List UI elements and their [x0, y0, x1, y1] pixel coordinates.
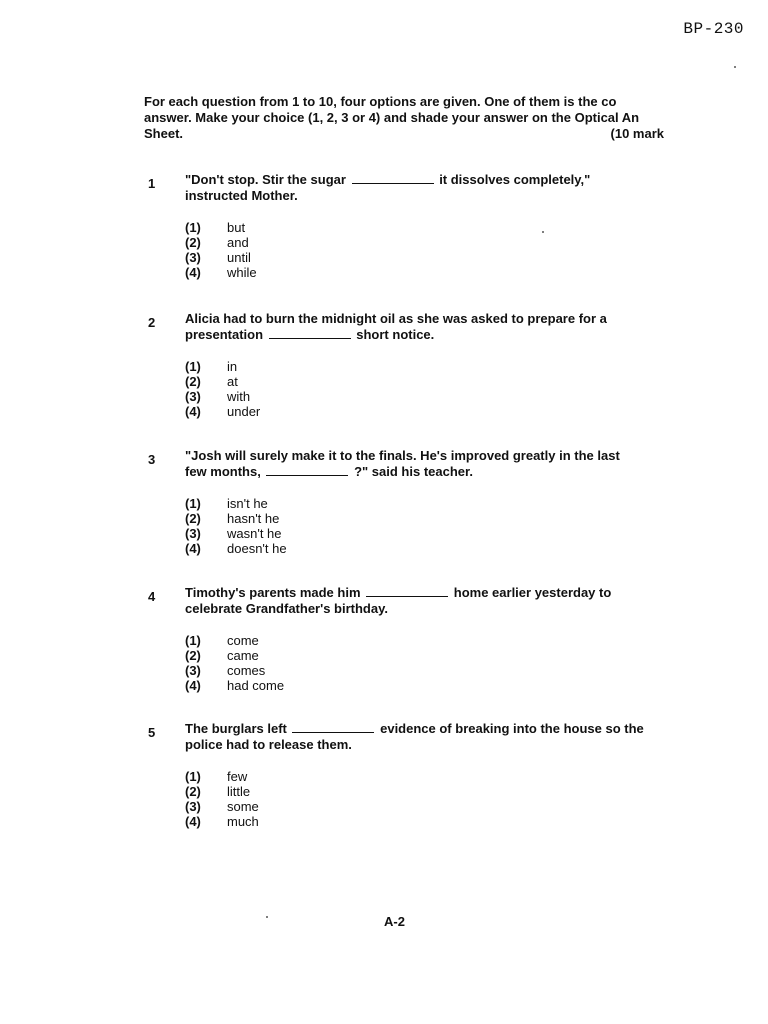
option-1 [185, 359, 260, 374]
option-number: (4) [185, 265, 201, 280]
question-text [185, 311, 645, 343]
option-text: with [227, 389, 251, 404]
option-2 [185, 784, 259, 799]
marks-label: (10 mark [610, 126, 664, 141]
answer-blank [266, 464, 348, 476]
option-text: hasn't he [227, 511, 280, 526]
question-text-before: Alicia had to burn the midnight oil as she was asked to prepare for a presentation [185, 311, 607, 342]
option-text: isn't he [227, 496, 268, 511]
question-text-after: it dissolves completely," instructed Mother. [185, 172, 591, 203]
option-number: (2) [185, 511, 201, 526]
question-text-after: home earlier yesterday to celebrate Grandfather's birthday. [185, 585, 612, 616]
option-4 [185, 265, 257, 280]
option-number: (2) [185, 235, 201, 250]
option-number: (1) [185, 359, 201, 374]
scan-speck [734, 66, 736, 68]
scan-speck [266, 916, 268, 918]
option-text: but [227, 220, 246, 235]
options-list [185, 633, 284, 693]
option-text: much [227, 814, 259, 829]
option-number: (4) [185, 814, 201, 829]
option-text: come [227, 633, 259, 648]
answer-blank [366, 585, 448, 597]
page-number: A-2 [384, 914, 405, 929]
option-number: (3) [185, 389, 201, 404]
option-text: some [227, 799, 259, 814]
option-number: (3) [185, 663, 201, 678]
option-3 [185, 663, 284, 678]
option-text: and [227, 235, 249, 250]
option-number: (4) [185, 541, 201, 556]
question-text-before: "Don't stop. Stir the sugar [185, 172, 346, 187]
option-text: little [227, 784, 251, 799]
option-number: (3) [185, 799, 201, 814]
option-3 [185, 799, 259, 814]
option-2 [185, 235, 257, 250]
question-text-before: "Josh will surely make it to the finals. He's improved greatly in the last few months, [185, 448, 620, 479]
option-2 [185, 511, 287, 526]
option-3 [185, 389, 260, 404]
option-2 [185, 648, 284, 663]
option-number: (3) [185, 526, 201, 541]
options-list [185, 359, 260, 419]
option-number: (1) [185, 496, 201, 511]
question-number: 5 [148, 725, 156, 740]
option-number: (1) [185, 769, 201, 784]
instructions-line-2: answer. Make your choice (1, 2, 3 or 4) and shade your answer on the Optical An [144, 110, 640, 125]
option-text: in [227, 359, 238, 374]
option-1 [185, 220, 257, 235]
question-number: 3 [148, 452, 156, 467]
option-1 [185, 496, 287, 511]
option-number: (2) [185, 784, 201, 799]
option-1 [185, 769, 259, 784]
option-text: comes [227, 663, 266, 678]
option-3 [185, 250, 257, 265]
question-text-before: Timothy's parents made him [185, 585, 361, 600]
question-text [185, 585, 645, 617]
options-list [185, 769, 259, 829]
question-text-after: evidence of breaking into the house so the police had to release them. [185, 721, 644, 752]
option-text: at [227, 374, 238, 389]
question-number: 4 [148, 589, 156, 604]
option-number: (4) [185, 678, 201, 693]
option-text: until [227, 250, 251, 265]
options-list [185, 220, 257, 280]
paper-code: BP-230 [683, 20, 744, 38]
question-text [185, 448, 645, 480]
option-number: (3) [185, 250, 201, 265]
option-text: had come [227, 678, 285, 693]
question-text-before: The burglars left [185, 721, 287, 736]
option-text: under [227, 404, 261, 419]
instructions [144, 94, 664, 142]
option-4 [185, 814, 259, 829]
question-text-after: short notice. [356, 327, 435, 342]
option-number: (1) [185, 220, 201, 235]
question-text [185, 721, 645, 753]
option-number: (1) [185, 633, 201, 648]
answer-blank [269, 327, 351, 339]
question-text-after: ?" said his teacher. [354, 464, 473, 479]
option-number: (4) [185, 404, 201, 419]
answer-blank [352, 172, 434, 184]
option-text: wasn't he [227, 526, 282, 541]
scan-speck [542, 231, 544, 233]
option-4 [185, 678, 284, 693]
option-4 [185, 404, 260, 419]
option-text: came [227, 648, 259, 663]
option-4 [185, 541, 287, 556]
option-text: few [227, 769, 248, 784]
question-text [185, 172, 645, 204]
instructions-line-3: Sheet. [144, 126, 184, 141]
option-number: (2) [185, 648, 201, 663]
question-number: 2 [148, 315, 156, 330]
answer-blank [292, 721, 374, 733]
option-1 [185, 633, 284, 648]
option-text: doesn't he [227, 541, 287, 556]
question-number: 1 [148, 176, 156, 191]
option-3 [185, 526, 287, 541]
option-number: (2) [185, 374, 201, 389]
options-list [185, 496, 287, 556]
option-text: while [227, 265, 257, 280]
instructions-line-1: For each question from 1 to 10, four options are given. One of them is the co [144, 94, 617, 109]
option-2 [185, 374, 260, 389]
